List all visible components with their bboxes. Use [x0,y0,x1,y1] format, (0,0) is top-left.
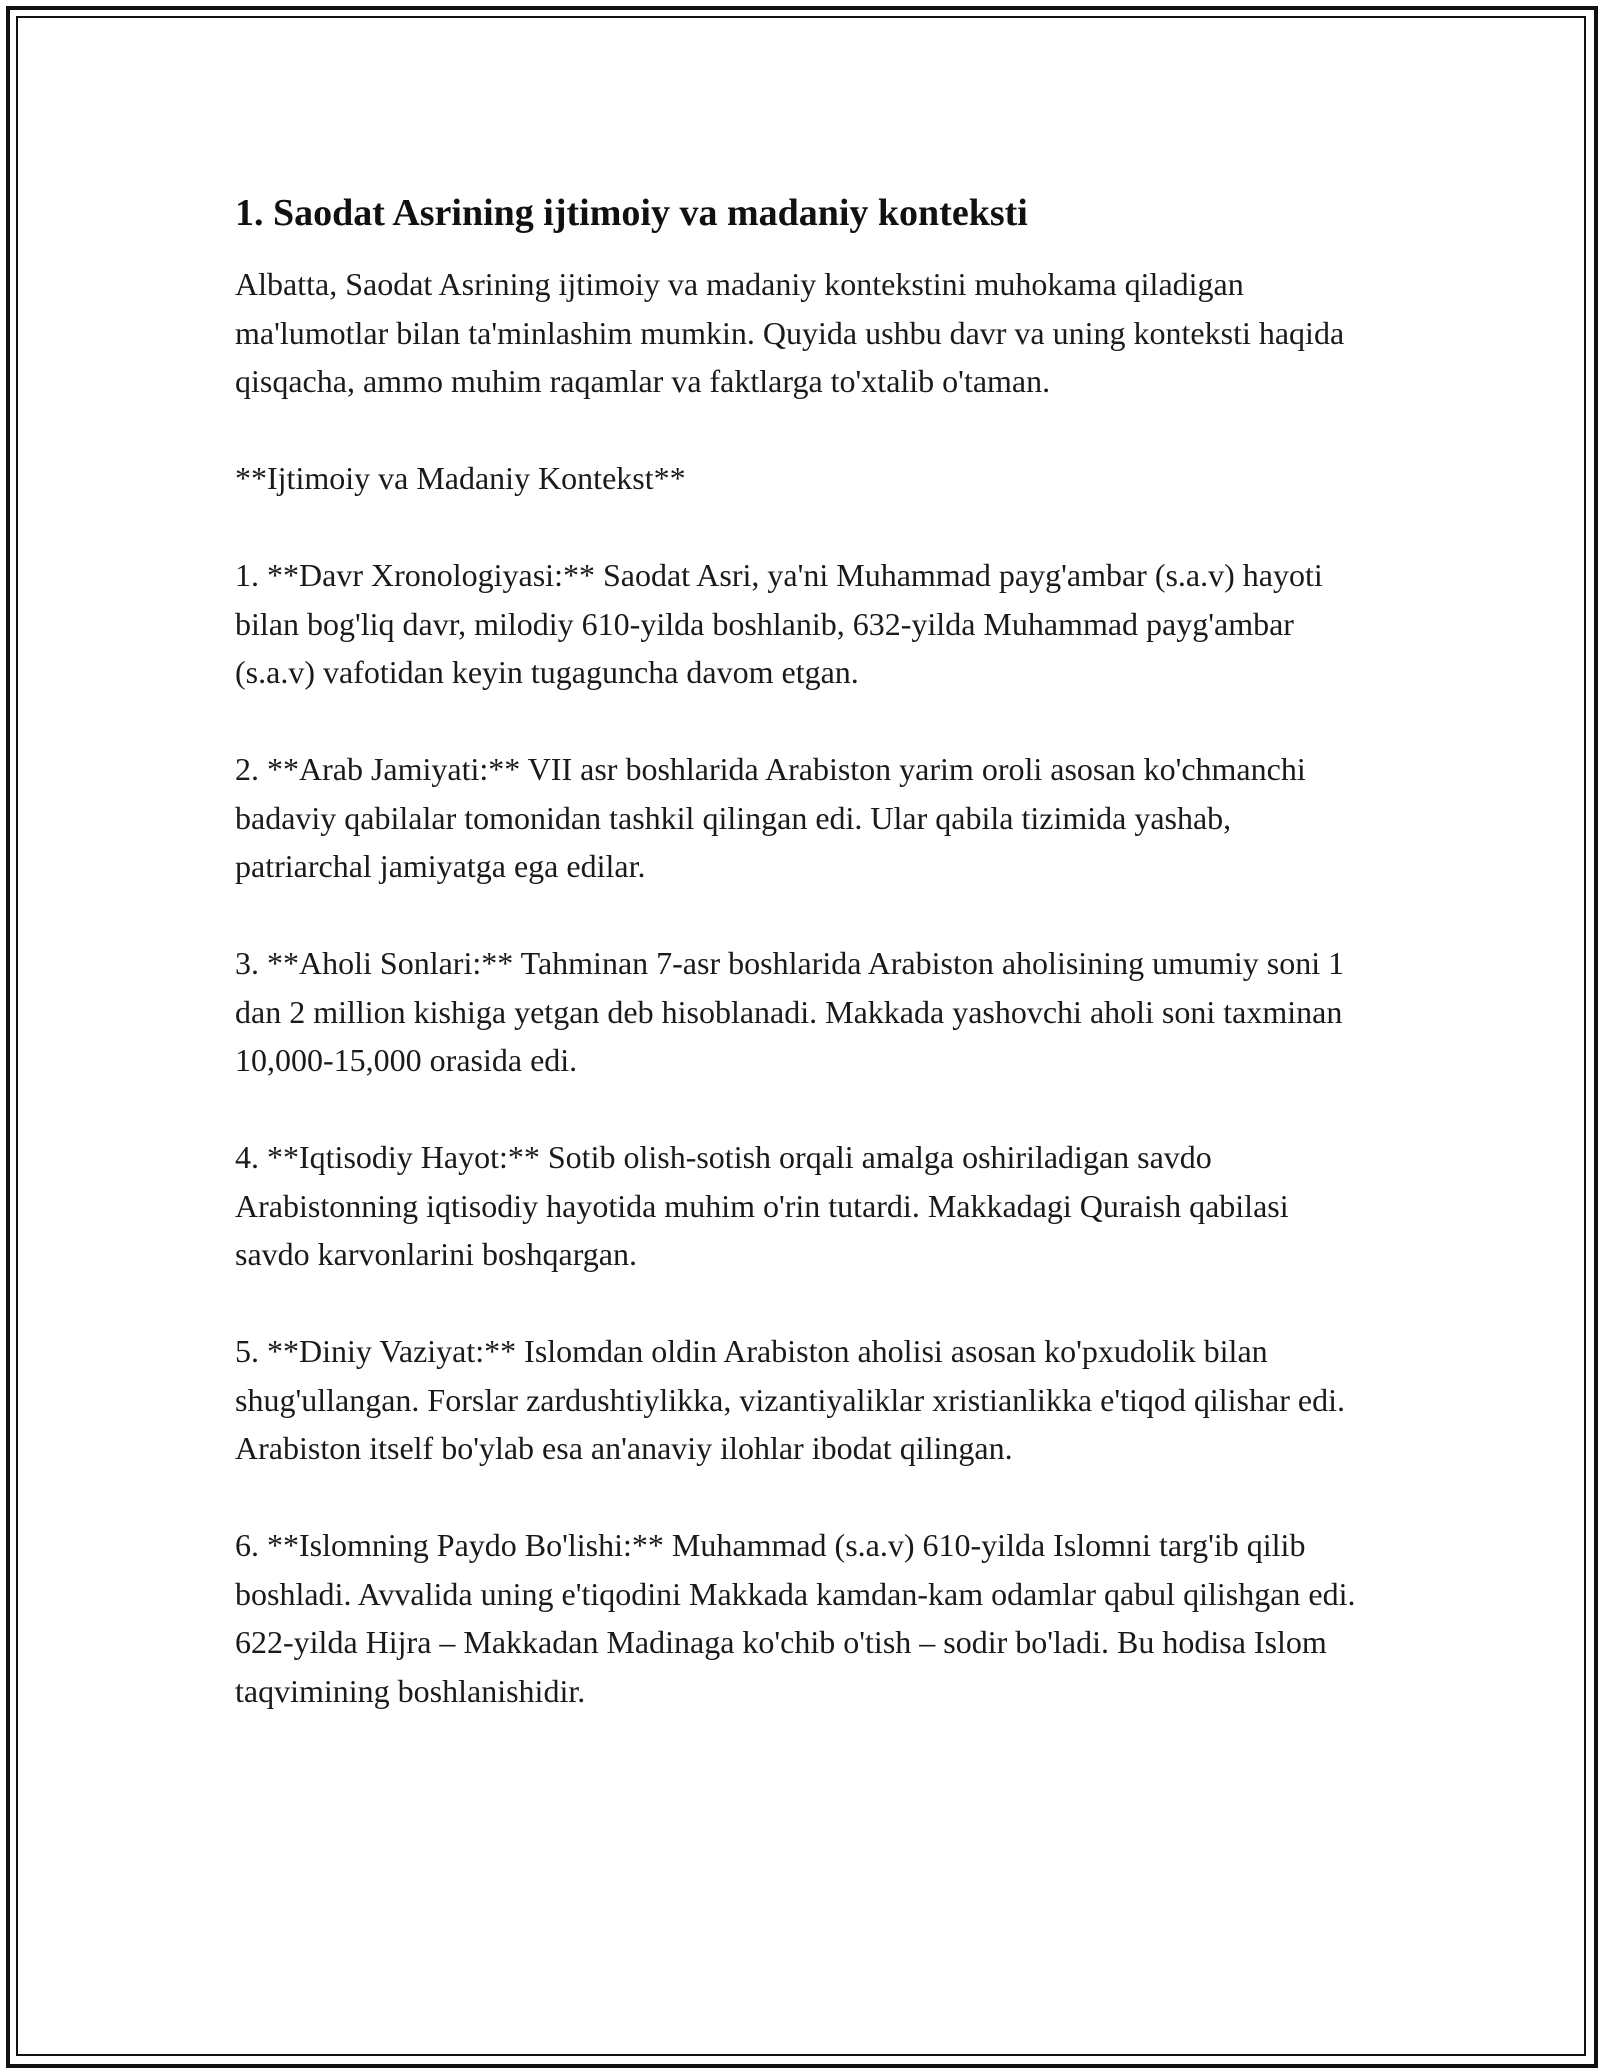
list-item-chronology: 1. **Davr Xronologiyasi:** Saodat Asri, ya'ni Muhammad payg'ambar (s.a.v) hayoti bilan bog'liq davr, milodiy 610-yilda boshlanib, 632-yilda Muhammad payg'ambar (s.a.v) vafotidan keyin tugaguncha davom etgan. [235,557,1323,690]
page-title: 1. Saodat Asrining ijtimoiy va madaniy konteksti [235,192,1028,234]
list-item-rise-of-islam: 6. **Islomning Paydo Bo'lishi:** Muhammad (s.a.v) 610-yilda Islomni targ'ib qilib boshladi. Avvalida uning e'tiqodini Makkada kamdan-kam odamlar qabul qilishgan edi. 622-yilda Hijra – Makkadan Madinaga ko'chib o'tish – sodir bo'ladi. Bu hodisa Islom taqvimining boshlanishidir. [235,1527,1356,1709]
intro-paragraph: Albatta, Saodat Asrining ijtimoiy va madaniy kontekstini muhokama qiladigan ma'lumotlar bilan ta'minlashim mumkin. Quyida ushbu davr va uning konteksti haqida qisqacha, ammo muhim raqamlar va faktlarga to'xtalib o'taman. [235,266,1345,399]
list-item-economy: 4. **Iqtisodiy Hayot:** Sotib olish-sotish orqali amalga oshiriladigan savdo Arabistonning iqtisodiy hayotida muhim o'rin tutardi. Makkadagi Quraish qabilasi savdo karvonlarini boshqargan. [235,1139,1289,1272]
document-body [235,190,1365,1764]
list-item-religion: 5. **Diniy Vaziyat:** Islomdan oldin Arabiston aholisi asosan ko'pxudolik bilan shug'ullangan. Forslar zardushtiylikka, vizantiyaliklar xristianlikka e'tiqod qilishar edi. Arabiston itself bo'ylab esa an'anaviy ilohlar ibodat qilingan. [235,1333,1345,1466]
list-item-arab-society: 2. **Arab Jamiyati:** VII asr boshlarida Arabiston yarim oroli asosan ko'chmanchi badaviy qabilalar tomonidan tashkil qilingan edi. Ular qabila tizimida yashab, patriarchal jamiyatga ega edilar. [235,751,1306,884]
section-heading: **Ijtimoiy va Madaniy Kontekst** [235,460,686,496]
list-item-population: 3. **Aholi Sonlari:** Tahminan 7-asr boshlarida Arabiston aholisining umumiy soni 1 dan 2 million kishiga yetgan deb hisoblanadi. Makkada yashovchi aholi soni taxminan 10,000-15,000 orasida edi. [235,945,1345,1078]
